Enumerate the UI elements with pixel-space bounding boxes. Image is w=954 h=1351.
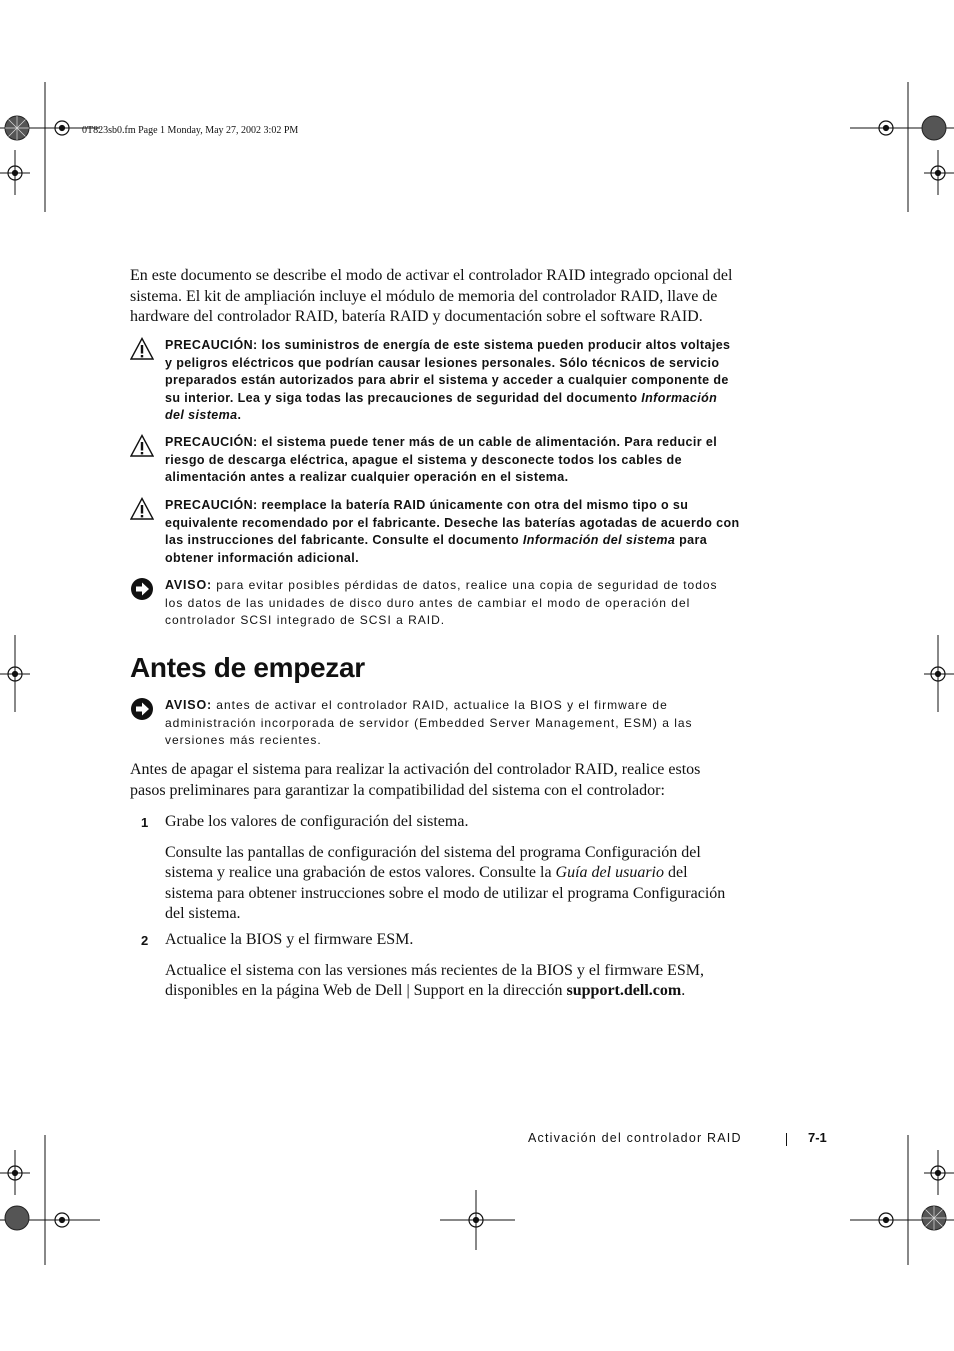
intro-paragraph: En este documento se describe el modo de activar el controlador RAID integrado opcional del sistema. El kit de ampliación incluye el módulo de memoria del controlador RAID, llave de hardware del controlador RAID, batería RAID y documentación sobre el software RAID. [130,267,733,325]
section-heading: Antes de empezar [130,652,365,683]
notice-note-2 [130,697,740,750]
caution-note-1 [130,337,740,425]
warning-triangle-icon [130,497,154,521]
step-title: Actualice la BIOS y el firmware ESM. [165,931,414,948]
caution-text-1: PRECAUCIÓN: los suministros de energía de este sistema pueden producir altos voltajes y peligros eléctricos que podrían causar lesiones personales. Sólo técnicos de servicio preparados están autorizados para abrir el sistema y acceder a cualquier componente de su interior. Lea y siga todas las precauciones de seguridad del documento Información del sistema. [165,338,731,422]
warning-triangle-icon [130,337,154,361]
caution-note-3 [130,497,740,567]
step-1 [130,812,730,925]
step-number: 1 [141,815,149,830]
arrow-circle-icon [130,697,154,721]
page-number: 7-1 [808,1130,827,1145]
step-description: Actualice el sistema con las versiones más recientes de la BIOS y el firmware ESM, disponibles en la página Web de Dell | Support en la dirección support.dell.com. [165,961,704,999]
caution-text-3: PRECAUCIÓN: reemplace la batería RAID únicamente con otra del mismo tipo o su equivalente recomendado por el fabricante. Deseche las baterías agotadas de acuerdo con las instrucciones del fabricante. Consulte el documento Información del sistema para obtener información adicional. [165,498,740,565]
footer-chapter-title: Activación del controlador RAID [528,1131,742,1145]
footer-separator [786,1133,787,1146]
step-title: Grabe los valores de configuración del sistema. [165,813,469,830]
notice-text-1: AVISO: para evitar posibles pérdidas de datos, realice una copia de seguridad de todos los datos de las unidades de disco duro antes de cambiar el modo de operación del controlador SCSI integrado de SCSI a RAID. [165,578,718,627]
step-2 [130,930,730,1002]
warning-triangle-icon [130,434,154,458]
support-link[interactable]: support.dell.com [566,982,682,999]
notice-note-1 [130,577,740,630]
file-metadata: 0T823sb0.fm Page 1 Monday, May 27, 2002 3:02 PM [82,125,299,136]
caution-text-2: PRECAUCIÓN: el sistema puede tener más de un cable de alimentación. Para reducir el riesgo de descarga eléctrica, apague el sistema y desconecte todos los cables de alimentación antes a realizar cualquier operación en el sistema. [165,435,718,484]
step-description: Consulte las pantallas de configuración del sistema del programa Configuración del sistema y realice una grabación de estos valores. Consulte la Guía del usuario del sistema para obtener instrucciones sobre el modo de utilizar el programa Configuración del sistema. [165,843,726,922]
notice-text-2: AVISO: antes de activar el controlador RAID, actualice la BIOS y el firmware de administración incorporada de servidor (Embedded Server Management, ESM) a las versiones más recientes. [165,698,693,747]
arrow-circle-icon [130,577,154,601]
caution-note-2 [130,434,740,487]
preliminary-paragraph: Antes de apagar el sistema para realizar la activación del controlador RAID, realice estos pasos preliminares para garantizar la compatibilidad del sistema con el controlador: [130,761,701,799]
step-number: 2 [141,933,149,948]
